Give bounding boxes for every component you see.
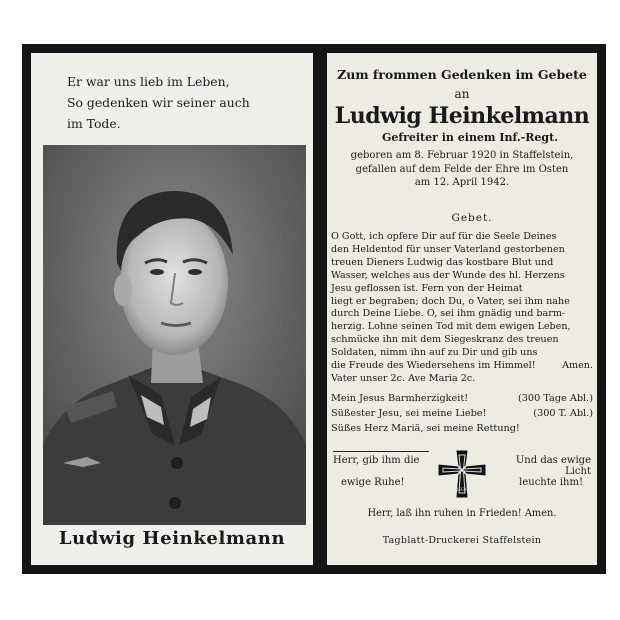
divider	[333, 451, 429, 452]
indulgence-text: Süßester Jesu, sei meine Liebe!	[331, 408, 487, 419]
military-rank: Gefreiter in einem Inf.-Regt.	[381, 131, 559, 144]
prayer-line: die Freude des Wiedersehens im Himmel!	[331, 360, 536, 372]
prayer-line: herzig. Lohne seinen Tod mit dem ewigen Leben,	[331, 321, 571, 333]
prayer-line: Jesu geflossen ist. Fern von der Heimat	[331, 282, 523, 294]
memorial-poem	[67, 71, 307, 134]
cross-right-text: Und das ewige Licht	[515, 455, 591, 477]
prayer-line-last	[331, 360, 593, 373]
cross-year: 1939	[455, 487, 469, 493]
cross-left-text: Herr, gib ihm die	[333, 455, 420, 466]
prayer-line: schmücke ihn mit dem Siegeskranz des treuen	[331, 334, 559, 346]
portrait-photo	[43, 145, 306, 525]
poem-line: So gedenken wir seiner auch	[67, 95, 250, 110]
prayer-amen: Amen.	[562, 360, 593, 372]
printer-credit: Tagblatt-Druckerei Staffelstein	[382, 535, 542, 546]
cross-left-text: ewige Ruhe!	[341, 477, 405, 488]
prayer-line: durch Deine Liebe. O, sei ihm gnädig und barm-	[331, 308, 566, 320]
indulgence-text: Süßes Herz Mariä, sei meine Rettung!	[331, 423, 520, 434]
indulgence-text: Mein Jesus Barmherzigkeit!	[331, 393, 469, 404]
bio-line: geboren am 8. Februar 1920 in Staffelstein,	[350, 150, 574, 161]
poem-line: Er war uns lieb im Leben,	[67, 74, 230, 89]
bio-line: gefallen auf dem Felde der Ehre im Osten	[355, 163, 569, 175]
left-card	[22, 44, 322, 574]
indulgence-note: (300 T. Abl.)	[533, 408, 593, 419]
soldier-portrait	[43, 145, 306, 525]
indulgence-note: (300 Tage Abl.)	[517, 393, 593, 404]
prayer-text	[331, 231, 593, 386]
deceased-name: Ludwig Heinkelmann	[334, 103, 590, 129]
poem-line: im Tode.	[67, 116, 121, 131]
right-card	[318, 44, 606, 574]
iron-cross-icon	[437, 449, 487, 499]
memorial-subheading: an	[454, 87, 470, 101]
portrait-caption: Ludwig Heinkelmann	[58, 528, 286, 549]
prayer-line: den Heldentod für unser Vaterland gestorbenen	[331, 243, 565, 255]
bio-line: am 12. April 1942.	[414, 177, 510, 188]
biography	[327, 149, 597, 190]
prayer-line: treuen Dieners Ludwig das kostbare Blut und	[331, 256, 554, 268]
prayer-line: Soldaten, nimm ihn auf zu Dir und gib uns	[331, 347, 538, 359]
final-prayer: Herr, laß ihn ruhen in Frieden! Amen.	[367, 508, 557, 519]
prayer-line: liegt er begraben; doch Du, o Vater, sei ihm nahe	[331, 295, 570, 307]
vater-unser-line: Vater unser 2c. Ave Maria 2c.	[331, 372, 476, 384]
cross-section	[327, 445, 597, 505]
prayer-line: O Gott, ich opfere Dir auf für die Seele Deines	[331, 231, 557, 242]
cross-right-text: leuchte ihm!	[519, 477, 583, 488]
prayer-line: Wasser, welches aus der Wunde des hl. Herzens	[331, 269, 565, 281]
prayer-title: Gebet.	[451, 212, 493, 224]
memorial-heading: Zum frommen Gedenken im Gebete	[337, 67, 587, 82]
